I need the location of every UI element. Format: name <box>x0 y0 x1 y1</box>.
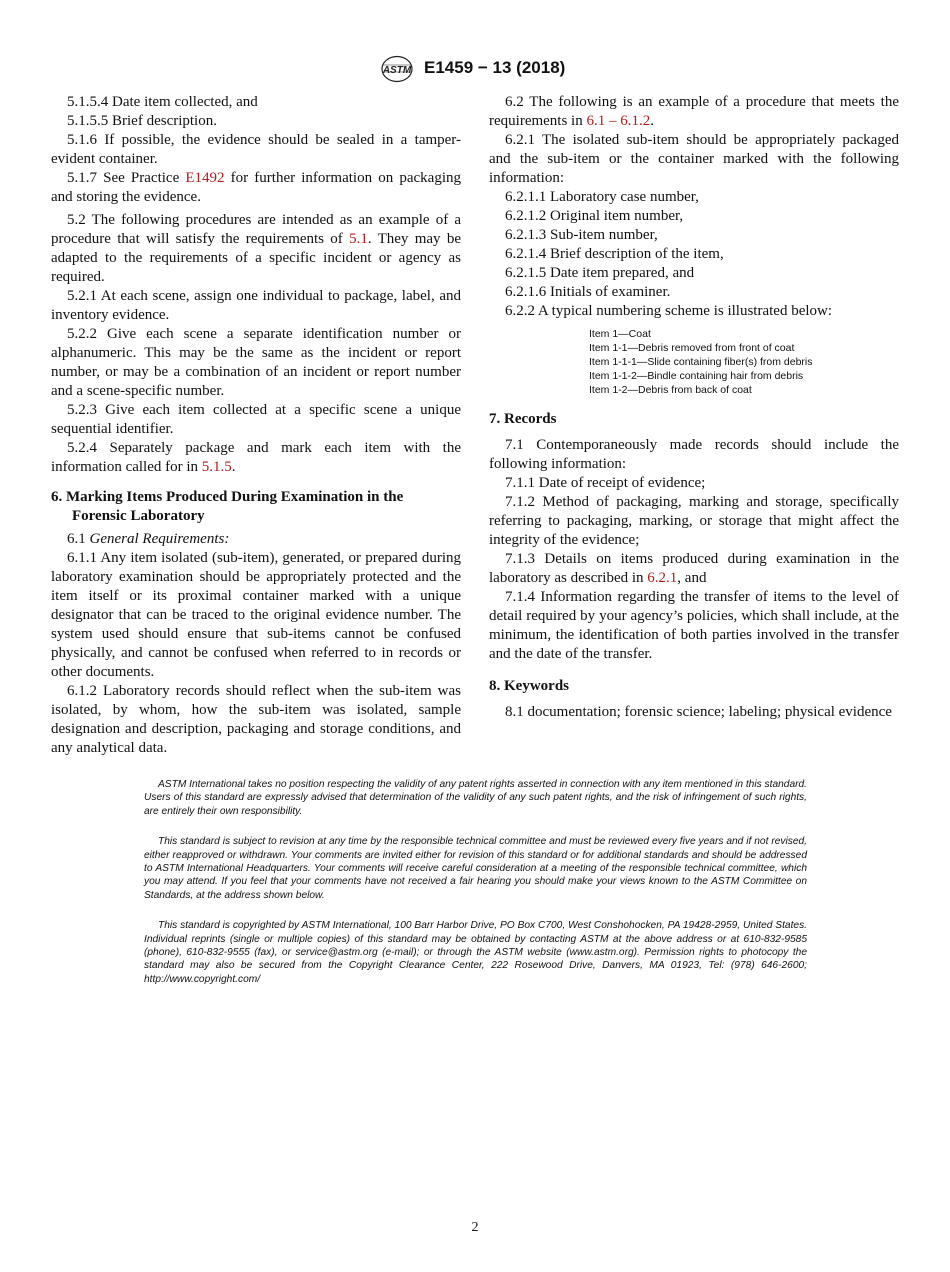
text: 5.2 The following procedures are intended as an example of a procedure that will satisfy the requirements of <box>51 212 461 247</box>
link-e1492[interactable]: E1492 <box>185 170 225 186</box>
paragraph-6-1-2: 6.1.2 Laboratory records should reflect when the sub-item was isolated, by whom, how the sub-item was isolated, sample designation and description, packaging and storage conditions, and any analytical data. <box>51 683 461 756</box>
paragraph-6-2-1-3: 6.2.1.3 Sub-item number, <box>505 227 658 243</box>
paragraph-5-2-1: 5.2.1 At each scene, assign one individual to package, label, and inventory evidence. <box>51 288 461 323</box>
scheme-item: Item 1-1—Debris removed from front of coat <box>589 342 795 354</box>
paragraph-6-2 <box>489 93 899 131</box>
text: 5.1.7 See Practice <box>67 170 186 186</box>
paragraph-5-1-5-4: 5.1.5.4 Date item collected, and <box>67 94 258 110</box>
link-5-1-5[interactable]: 5.1.5 <box>201 459 232 475</box>
paragraph-6-2-1: 6.2.1 The isolated sub-item should be appropriately packaged and the sub-item or the container marked with the following information: <box>489 132 899 186</box>
text: , and <box>677 570 707 586</box>
subsection-title: General Requirements: <box>89 531 230 547</box>
link-6-1-range[interactable]: 6.1 – 6.1.2 <box>586 113 651 129</box>
paragraph-6-2-1-6: 6.2.1.6 Initials of examiner. <box>505 284 671 300</box>
section-6-heading: 6. Marking Items Produced During Examination in the Forensic Laboratory <box>51 489 404 524</box>
paragraph-5-2-3: 5.2.3 Give each item collected at a specific scene a unique sequential identifier. <box>51 402 461 437</box>
text: . They may be adapted to the requirements of a specific incident or agency as required. <box>51 231 461 285</box>
section-7-heading: 7. Records <box>489 411 557 427</box>
patent-notice: ASTM International takes no position respecting the validity of any patent rights asserted in connection with any item mentioned in this standard. Users of this standard are expressly advised that determination of the validity of any such patent rights, and the risk of infringement of such rights, are entirely their own responsibility. <box>144 779 807 817</box>
paragraph-6-1 <box>51 530 461 549</box>
left-column <box>51 93 461 758</box>
text: 6.2 The following is an example of a procedure that meets the requirements in <box>489 94 899 129</box>
link-6-2-1[interactable]: 6.2.1 <box>647 570 678 586</box>
text: . <box>650 113 654 129</box>
copyright-notice: This standard is copyrighted by ASTM International, 100 Barr Harbor Drive, PO Box C700, West Conshohocken, PA 19428-2959, United States. Individual reprints (single or multiple copies) of this standard may be obtained by contacting ASTM at the above address or at 610-832-9585 (phone), 610-832-9555 (fax), or service@astm.org (e-mail); or through the ASTM website (www.astm.org). Permission rights to photocopy the standard may also be secured from the Copyright Clearance Center, 222 Rosewood Drive, Danvers, MA 01923, Tel: (978) 646-2600; http://www.copyright.com/ <box>144 920 807 985</box>
paragraph-6-2-1-1: 6.2.1.1 Laboratory case number, <box>505 189 699 205</box>
paragraph-7-1: 7.1 Contemporaneously made records should include the following information: <box>489 437 899 472</box>
text: for further information on packaging and storing the evidence. <box>51 170 461 205</box>
paragraph-5-1-7 <box>51 169 461 207</box>
paragraph-6-2-1-5: 6.2.1.5 Date item prepared, and <box>505 265 695 281</box>
scheme-item: Item 1-1-2—Bindle containing hair from debris <box>589 370 804 382</box>
text: 5.2.4 Separately package and mark each item with the information called for in <box>51 440 461 475</box>
svg-text:ASTM: ASTM <box>382 65 412 76</box>
section-8-heading: 8. Keywords <box>489 678 569 694</box>
paragraph-7-1-4: 7.1.4 Information regarding the transfer of items to the level of detail required by your agency’s policies, which shall include, at the minimum, the identification of both parties involved in the transfer and the date of the transfer. <box>489 589 899 662</box>
paragraph-6-2-1-2: 6.2.1.2 Original item number, <box>505 208 684 224</box>
page-header <box>0 55 950 85</box>
revision-notice: This standard is subject to revision at any time by the responsible technical committee and must be reviewed every five years and if not revised, either reapproved or withdrawn. Your comments are invited either for revision of this standard or for additional standards and should be addressed to ASTM International Headquarters. Your comments will receive careful consideration at a meeting of the responsible technical committee, which you may attend. If you feel that your comments have not received a fair hearing you should make your views known to the ASTM Committee on Standards, at the address shown below. <box>144 836 807 901</box>
paragraph-5-2-4 <box>51 439 461 477</box>
text: . <box>231 459 236 475</box>
scheme-item: Item 1-1-1—Slide containing fiber(s) from debris <box>589 356 813 368</box>
paragraph-8-1: 8.1 documentation; forensic science; labeling; physical evidence <box>505 704 892 720</box>
standard-designation: E1459 − 13 (2018) <box>424 58 566 77</box>
numbering-scheme <box>589 327 899 397</box>
paragraph-6-2-1-4: 6.2.1.4 Brief description of the item, <box>505 246 724 262</box>
paragraph-6-1-1: 6.1.1 Any item isolated (sub-item), generated, or prepared during laboratory examination should be appropriately protected and the item itself or its proximal container marked with a unique designator that can be traced to the original evidence number. The system used should ensure that sub-items cannot be confused physically, and cannot be confused when referred to in records or other documents. <box>51 550 461 680</box>
paragraph-5-1-6: 5.1.6 If possible, the evidence should be sealed in a tamper-evident container. <box>51 132 461 167</box>
paragraph-5-1-5-5: 5.1.5.5 Brief description. <box>67 113 217 129</box>
text: 6.1 <box>67 531 90 547</box>
paragraph-7-1-1: 7.1.1 Date of receipt of evidence; <box>505 475 706 491</box>
scheme-item: Item 1—Coat <box>589 328 651 340</box>
page-number: 2 <box>471 1220 479 1235</box>
paragraph-7-1-3 <box>489 550 899 588</box>
astm-logo-icon <box>380 55 414 83</box>
paragraph-5-2-2: 5.2.2 Give each scene a separate identification number or alphanumeric. This may be the same as the incident or report number, or may be a combination of an incident or report number and a scene-specific number. <box>51 326 461 399</box>
text: 7.1.3 Details on items produced during examination in the laboratory as described in <box>489 551 899 586</box>
link-5-1[interactable]: 5.1 <box>349 231 368 247</box>
paragraph-6-2-2: 6.2.2 A typical numbering scheme is illustrated below: <box>505 303 833 319</box>
scheme-item: Item 1-2—Debris from back of coat <box>589 384 752 396</box>
legal-notices <box>144 778 807 1003</box>
paragraph-7-1-2: 7.1.2 Method of packaging, marking and storage, specifically referring to packaging, marking, or storage that might affect the integrity of the evidence; <box>489 494 899 548</box>
right-column <box>489 93 899 722</box>
paragraph-5-2 <box>51 211 461 287</box>
